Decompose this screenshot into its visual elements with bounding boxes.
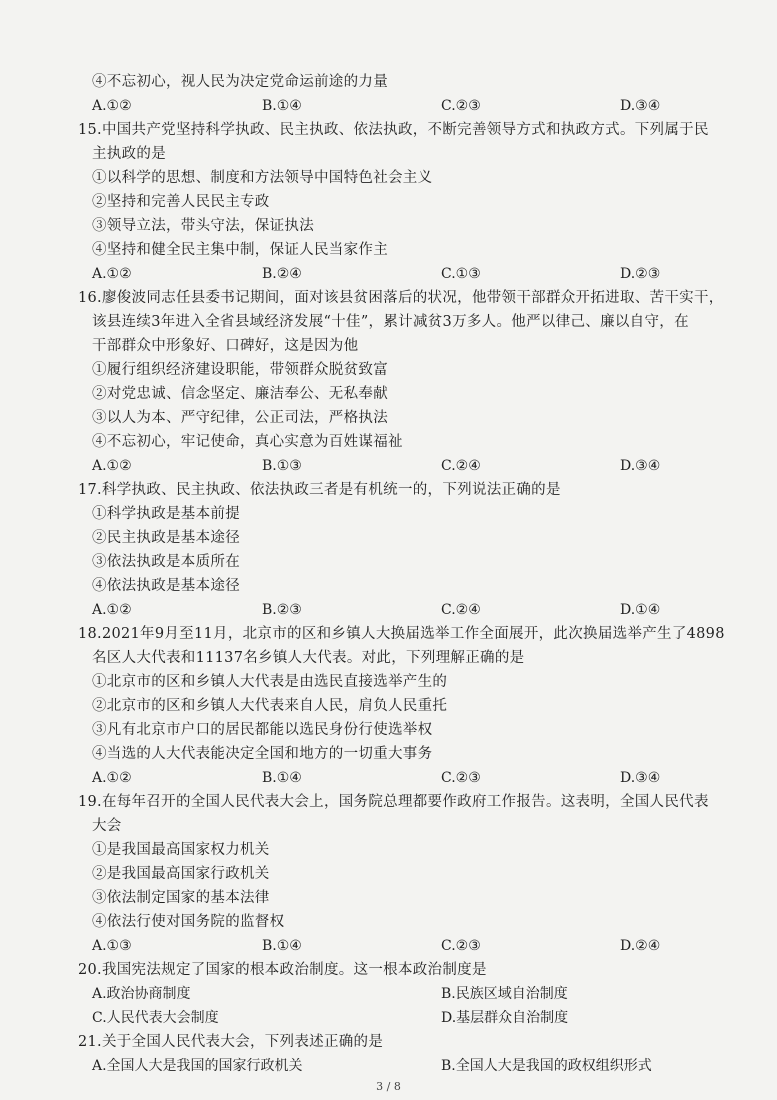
q21-option-b: B.全国人大是我国的政权组织形式 xyxy=(441,1058,652,1074)
q21-option-a: A.全国人大是我国的国家行政机关 xyxy=(92,1058,303,1074)
q18-item-2: ②北京市的区和乡镇人大代表来自人民，肩负人民重托 xyxy=(92,698,448,714)
q16-item-3: ③以人为本、严守纪律，公正司法，严格执法 xyxy=(92,410,388,426)
q19-item-1: ①是我国最高国家权力机关 xyxy=(92,842,270,858)
q18-option-a: A.①② xyxy=(92,770,132,786)
q15-option-b: B.②④ xyxy=(262,266,302,282)
q16-option-b: B.①③ xyxy=(262,458,302,474)
q15-stem-line-1: 15.中国共产党坚持科学执政、民主执政、依法执政，不断完善领导方式和执政方式。下列属于民 xyxy=(78,122,709,138)
q18-option-b: B.①④ xyxy=(262,770,302,786)
q15-item-2: ②坚持和完善人民民主专政 xyxy=(92,194,270,210)
q19-stem-line-1: 19.在每年召开的全国人民代表大会上，国务院总理都要作政府工作报告。这表明，全国人民代表 xyxy=(78,794,709,810)
q17-item-1: ①科学执政是基本前提 xyxy=(92,506,240,522)
q17-item-2: ②民主执政是基本途径 xyxy=(92,530,240,546)
q19-item-4: ④依法行使对国务院的监督权 xyxy=(92,914,285,930)
q20-stem: 20.我国宪法规定了国家的根本政治制度。这一根本政治制度是 xyxy=(78,962,487,978)
q19-option-c: C.②③ xyxy=(441,938,481,954)
q14-option-d: D.③④ xyxy=(620,98,661,114)
q16-stem-line-2: 该县连续3年进入全省县域经济发展“十佳”，累计减贫3万多人。他严以律己、廉以自守，在 xyxy=(92,314,689,330)
q18-option-d: D.③④ xyxy=(620,770,661,786)
q18-option-c: C.②③ xyxy=(441,770,481,786)
q18-stem-line-1: 18.2021年9月至11月，北京市的区和乡镇人大换届选举工作全面展开，此次换届选举产生了4898 xyxy=(78,626,725,642)
q19-item-3: ③依法制定国家的基本法律 xyxy=(92,890,270,906)
q17-option-d: D.①④ xyxy=(620,602,661,618)
q17-option-c: C.②④ xyxy=(441,602,481,618)
q16-item-2: ②对党忠诚、信念坚定、廉洁奉公、无私奉献 xyxy=(92,386,388,402)
q15-item-1: ①以科学的思想、制度和方法领导中国特色社会主义 xyxy=(92,170,433,186)
q16-item-4: ④不忘初心，牢记使命，真心实意为百姓谋福祉 xyxy=(92,434,403,450)
q17-stem: 17.科学执政、民主执政、依法执政三者是有机统一的，下列说法正确的是 xyxy=(78,482,561,498)
q17-item-3: ③依法执政是本质所在 xyxy=(92,554,240,570)
q19-option-d: D.②④ xyxy=(620,938,661,954)
q16-item-1: ①履行组织经济建设职能，带领群众脱贫致富 xyxy=(92,362,388,378)
page-number: 3 / 8 xyxy=(376,1080,401,1093)
q17-item-4: ④依法执政是基本途径 xyxy=(92,578,240,594)
q14-option-c: C.②③ xyxy=(441,98,481,114)
q16-option-d: D.③④ xyxy=(620,458,661,474)
q20-option-a: A.政治协商制度 xyxy=(92,986,191,1002)
q15-stem-line-2: 主执政的是 xyxy=(92,146,166,162)
q16-stem-line-3: 干部群众中形象好、口碑好，这是因为他 xyxy=(92,338,359,354)
q15-option-a: A.①② xyxy=(92,266,132,282)
q16-option-a: A.①② xyxy=(92,458,132,474)
q16-stem-line-1: 16.廖俊波同志任县委书记期间，面对该县贫困落后的状况，他带领干部群众开拓进取、苦干实干， xyxy=(78,290,724,306)
q18-item-1: ①北京市的区和乡镇人大代表是由选民直接选举产生的 xyxy=(92,674,448,690)
q18-item-3: ③凡有北京市户口的居民都能以选民身份行使选举权 xyxy=(92,722,433,738)
q15-item-3: ③领导立法，带头守法，保证执法 xyxy=(92,218,314,234)
q14-item-4: ④不忘初心，视人民为决定党命运前途的力量 xyxy=(92,74,388,90)
q17-option-a: A.①② xyxy=(92,602,132,618)
q20-option-d: D.基层群众自治制度 xyxy=(441,1010,569,1026)
q16-option-c: C.②④ xyxy=(441,458,481,474)
q14-option-a: A.①② xyxy=(92,98,132,114)
q17-option-b: B.②③ xyxy=(262,602,302,618)
q20-option-b: B.民族区域自治制度 xyxy=(441,986,568,1002)
q19-option-a: A.①③ xyxy=(92,938,132,954)
q20-option-c: C.人民代表大会制度 xyxy=(92,1010,219,1026)
q15-option-d: D.②③ xyxy=(620,266,661,282)
q15-option-c: C.①③ xyxy=(441,266,481,282)
q14-option-b: B.①④ xyxy=(262,98,302,114)
q18-item-4: ④当选的人大代表能决定全国和地方的一切重大事务 xyxy=(92,746,433,762)
q19-option-b: B.①④ xyxy=(262,938,302,954)
q19-stem-line-2: 大会 xyxy=(92,818,122,834)
q19-item-2: ②是我国最高国家行政机关 xyxy=(92,866,270,882)
q18-stem-line-2: 名区人大代表和11137名乡镇人大代表。对此，下列理解正确的是 xyxy=(92,650,525,666)
q15-item-4: ④坚持和健全民主集中制，保证人民当家作主 xyxy=(92,242,388,258)
q21-stem: 21.关于全国人民代表大会，下列表述正确的是 xyxy=(78,1034,384,1050)
